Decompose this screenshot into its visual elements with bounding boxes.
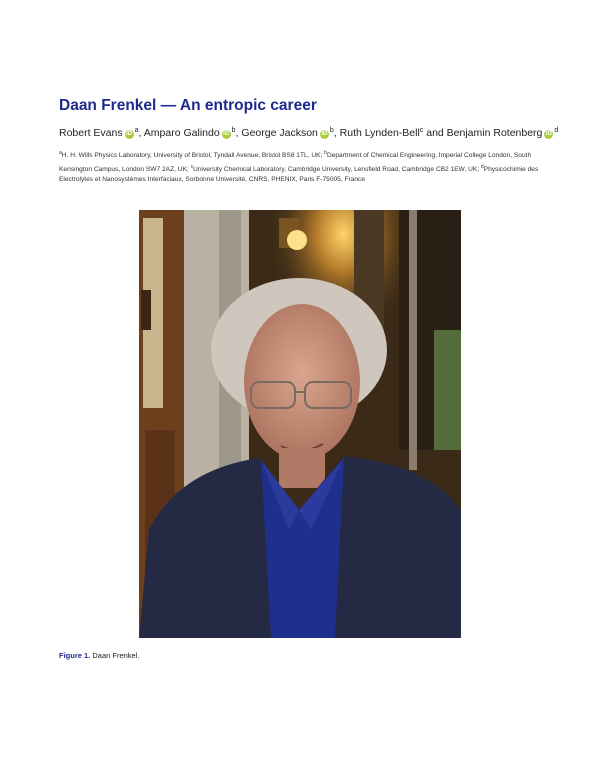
figure-label: Figure 1.: [59, 651, 91, 660]
author-separator: ,: [138, 127, 144, 139]
author-name: George Jackson: [241, 127, 318, 139]
affiliation-mark: d: [554, 127, 559, 134]
affiliation-mark: c: [419, 127, 424, 134]
affiliation-mark: b: [324, 150, 327, 156]
affiliation-text: Physicochimie des Electrolytes et Nanosystèmes Interfaciaux, Sorbonne Université, CNRS, PHENIX, Paris F-75005, France: [59, 165, 539, 184]
author-name: Amparo Galindo: [143, 127, 220, 139]
orcid-icon[interactable]: iD: [321, 131, 328, 137]
author-separator: and: [423, 127, 447, 139]
orcid-icon[interactable]: iD: [223, 131, 230, 137]
affiliation-text: University Chemical Laboratory, Cambridge University, Lensfield Road, Cambridge CB2 1EW, UK;: [193, 165, 481, 173]
author-separator: ,: [235, 127, 242, 139]
figure-caption-text: Daan Frenkel.: [92, 651, 140, 660]
author-name: Ruth Lynden-Bell: [339, 127, 420, 139]
author-name: Robert Evans: [59, 127, 123, 139]
affiliation-mark: b: [231, 127, 236, 134]
affiliation-mark: c: [190, 163, 194, 170]
affiliation-mark: d: [480, 163, 484, 170]
figure-caption: [59, 651, 139, 660]
affiliation-mark: a: [59, 150, 62, 156]
affiliation-text: Department of Chemical Engineering, Imperial College London, South Kensington Campus, London SW7 2AZ, UK;: [59, 152, 532, 173]
orcid-icon[interactable]: iD: [126, 131, 133, 137]
article-title: Daan Frenkel — An entropic career: [59, 97, 317, 114]
author-list: [59, 127, 558, 139]
author-separator: ,: [333, 127, 340, 139]
author-name: Benjamin Rotenberg: [446, 127, 543, 139]
affiliation-text: H. H. Wills Physics Laboratory, University of Bristol, Tyndall Avenue, Bristol BS8 1TL, UK;: [61, 152, 325, 159]
affiliations: [59, 148, 547, 186]
portrait-photo: [139, 210, 461, 638]
orcid-icon[interactable]: iD: [545, 131, 552, 137]
affiliation-mark: a: [134, 127, 139, 134]
affiliation-mark: b: [329, 127, 334, 134]
